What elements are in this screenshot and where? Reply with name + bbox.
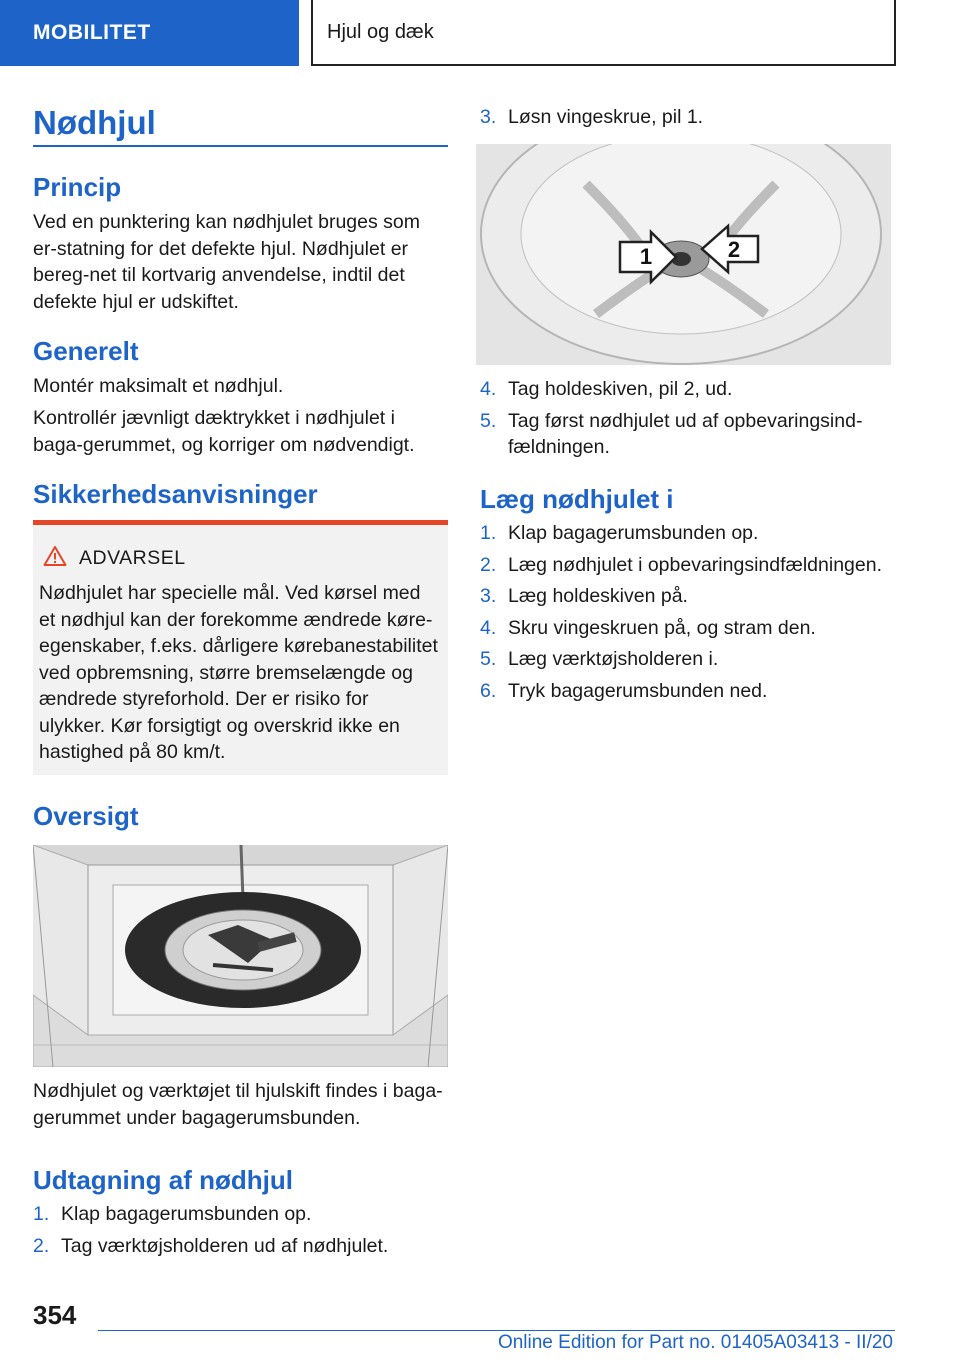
generelt-text-1: Montér maksimalt et nødhjul. (33, 375, 284, 397)
removal-steps-final (480, 376, 891, 466)
step-number: 2. (33, 1234, 50, 1257)
list-item (33, 1233, 448, 1260)
warning-box (33, 520, 448, 775)
section-label: MOBILITET (33, 21, 151, 44)
step-number: 1. (33, 1203, 50, 1225)
princip-heading: Princip (33, 172, 122, 202)
step-text: Klap bagagerumsbunden op. (508, 522, 759, 544)
step-text: Tryk bagagerumsbunden ned. (508, 679, 768, 702)
step-text: Tag værktøjsholderen ud af nødhjulet. (61, 1234, 389, 1257)
list-item (33, 1201, 448, 1228)
arrow-label-1: 1 (639, 244, 653, 269)
step-number: 3. (480, 106, 497, 128)
step-text: Løsn vingeskrue, pil 1. (508, 106, 704, 128)
step-text: Læg værktøjsholderen i. (508, 648, 719, 670)
list-item (480, 646, 891, 673)
wing-screw-image (476, 144, 891, 365)
list-item (480, 615, 891, 642)
list-item (480, 520, 891, 547)
oversigt-heading: Oversigt (33, 801, 139, 831)
warning-triangle-icon (43, 545, 67, 567)
insert-steps (480, 520, 891, 709)
step-text: Tag holdeskiven, pil 2, ud. (508, 378, 733, 400)
footer-rule (98, 1330, 895, 1331)
step-number: 5. (480, 648, 497, 670)
list-item (480, 376, 891, 403)
step-number: 4. (480, 378, 497, 400)
insert-heading: Læg nødhjulet i (480, 484, 674, 514)
section-tab (0, 0, 299, 66)
princip-text: Ved en punktering kan nødhjulet bruges som er-statning for det defekte hjul. Nødhjulet er bereg-net til kortvarig anvendelse, indtil det defekte hjul er udskiftet. (33, 211, 421, 313)
generelt-text-2: Kontrollér jævnligt dæktrykket i nødhjulet i baga-gerummet, og korriger om nødvendigt. (33, 407, 415, 456)
list-item (480, 104, 891, 131)
title-rule (33, 145, 448, 147)
step-text: Tag først nødhjulet ud af opbevaringsind-fældningen. (508, 409, 863, 458)
step-number: 1. (480, 522, 497, 544)
warning-title: ADVARSEL (79, 547, 186, 569)
trunk-spare-wheel-image (33, 845, 448, 1067)
chapter-tab (311, 0, 896, 66)
removal-steps (33, 1201, 448, 1264)
step-number: 6. (480, 679, 497, 702)
step-number: 3. (480, 585, 497, 607)
list-item (480, 583, 891, 610)
step-number: 4. (480, 616, 497, 639)
list-item (480, 408, 891, 461)
safety-heading: Sikkerhedsanvisninger (33, 479, 318, 509)
step-number: 2. (480, 553, 497, 576)
list-item (480, 678, 891, 705)
warning-text: Nødhjulet har specielle mål. Ved kørsel med et nødhjul kan der forekomme ændrede køre-egenskaber, f.eks. dårligere kørebanestabilitet ved opbremsning, større bremselængde og ændrede styreforhold. Der er risiko for ulykker. Kør forsigtigt og overskrid ikke en hastighed på 80 km/t. (39, 582, 438, 763)
list-item (480, 552, 891, 579)
edition-text: Online Edition for Part no. 01405A03413 - II/20 (497, 1332, 893, 1353)
step-text: Klap bagagerumsbunden op. (61, 1203, 312, 1225)
step-text: Læg holdeskiven på. (508, 585, 688, 607)
step-text: Læg nødhjulet i opbevaringsindfældningen. (508, 553, 883, 576)
oversigt-caption: Nødhjulet og værktøjet til hjulskift findes i baga-gerummet under bagagerumsbunden. (33, 1080, 443, 1129)
page-title: Nødhjul (33, 104, 156, 141)
step-number: 5. (480, 409, 497, 432)
generelt-heading: Generelt (33, 336, 139, 366)
removal-steps-continued (480, 104, 891, 136)
removal-heading: Udtagning af nødhjul (33, 1165, 293, 1195)
arrow-label-2: 2 (727, 237, 741, 262)
page-number: 354 (33, 1300, 77, 1330)
chapter-label: Hjul og dæk (327, 20, 434, 43)
step-text: Skru vingeskruen på, og stram den. (508, 616, 816, 639)
